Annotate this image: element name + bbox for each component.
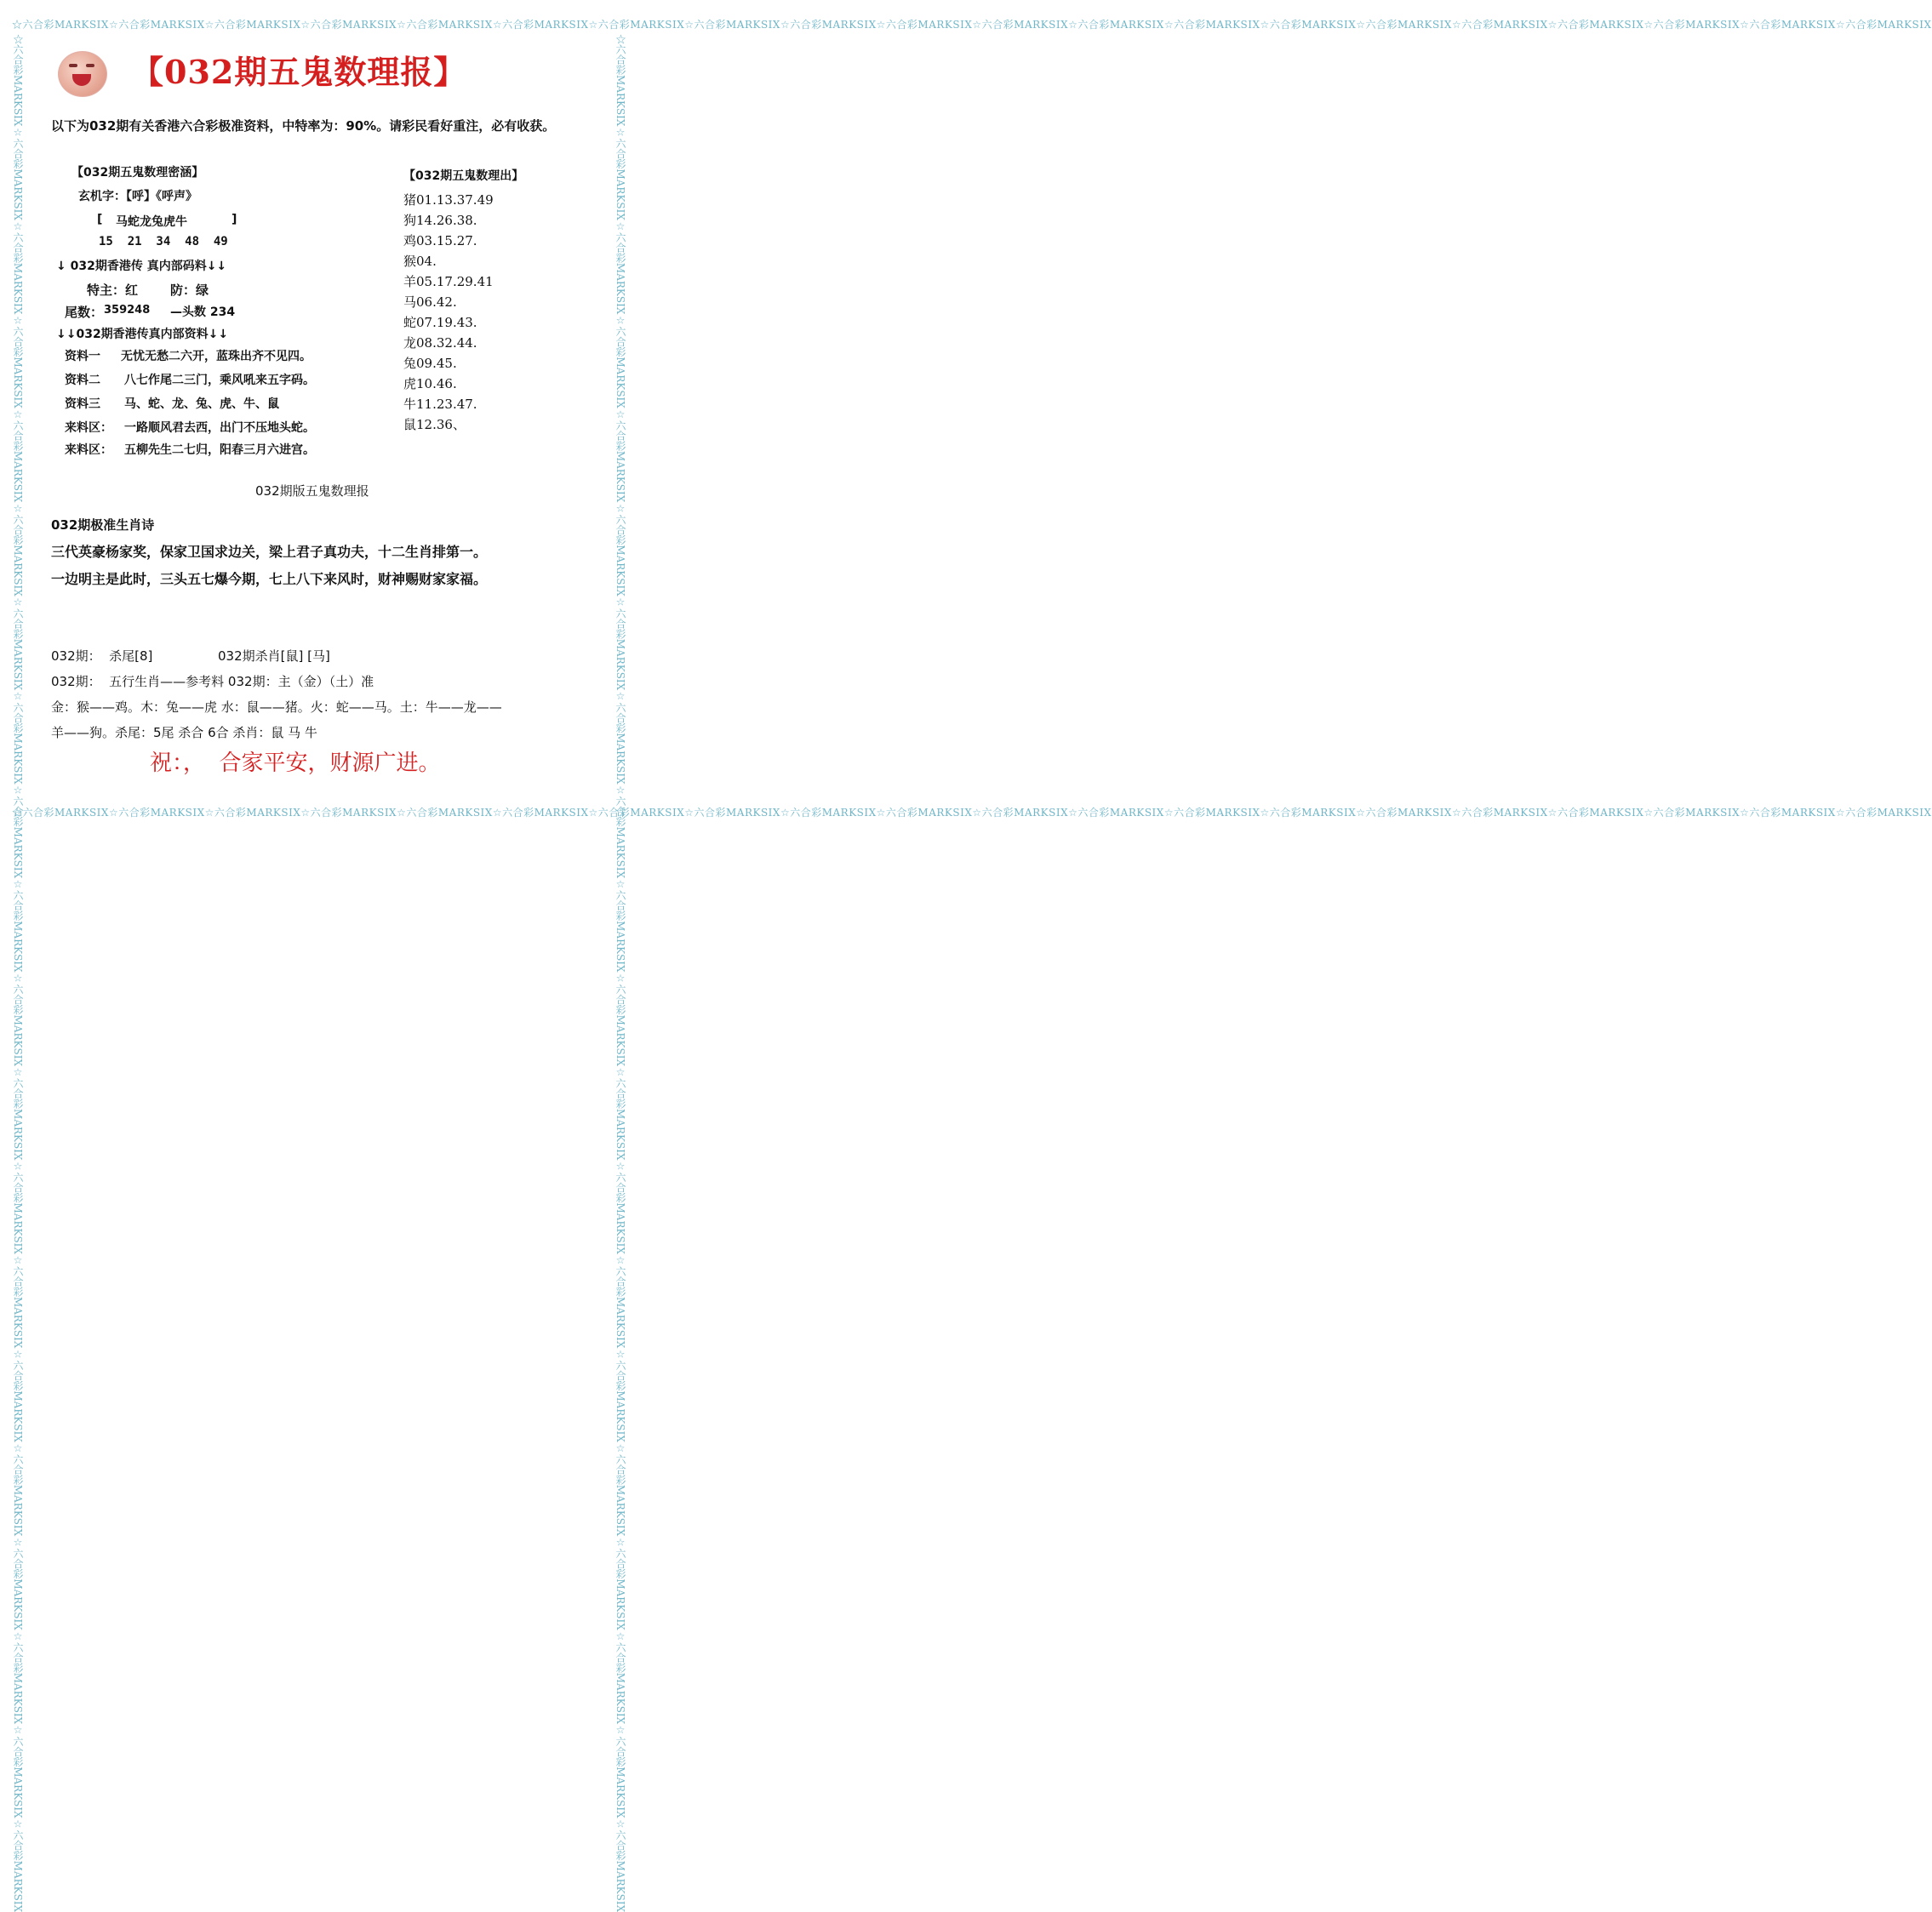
elements-line: 羊——狗。杀尾：5尾 杀合 6合 杀肖：鼠 马 牛 [51,725,317,740]
decorative-border-bottom: ☆六合彩MARKSIX☆六合彩MARKSIX☆六合彩MARKSIX☆六合彩MARKSIX☆六合彩MARKSIX☆六合彩MARKSIX☆六合彩MARKSIX☆六合彩MARKSIX☆六合彩MARKSIX☆六合彩MARKSIX☆六合彩MARKSIX☆六合彩MARKSIX☆六合彩MARKSIX☆六合彩MARKSIX☆六合彩MARKSIX☆六合彩MARKSIX☆六合彩MARKSIX☆六合彩MARKSIX☆六合彩MARKSIX☆六合彩MARKSIX [12,807,1932,819]
decorative-border-right: ☆六合彩MARKSIX☆六合彩MARKSIX☆六合彩MARKSIX☆六合彩MARKSIX☆六合彩MARKSIX☆六合彩MARKSIX☆六合彩MARKSIX☆六合彩MARKSIX☆六合彩MARKSIX☆六合彩MARKSIX☆六合彩MARKSIX☆六合彩MARKSIX☆六合彩MARKSIX☆六合彩MARKSIX☆六合彩MARKSIX☆六合彩MARKSIX☆六合彩MARKSIX☆六合彩MARKSIX☆六合彩MARKSIX☆六合彩MARKSIX [614,34,626,1912]
zodiac-bracket-close: ] [231,213,237,226]
guard-label: 防：绿 [170,283,209,298]
special-label: 特主：红 [87,283,139,298]
data-label: 资料三 [65,397,100,411]
title-text: 032期五鬼数理报 [164,53,434,91]
hk-heading-2: ↓↓032期香港传真内部资料↓↓ [56,328,229,341]
decorative-border-top: ☆六合彩MARKSIX☆六合彩MARKSIX☆六合彩MARKSIX☆六合彩MARKSIX☆六合彩MARKSIX☆六合彩MARKSIX☆六合彩MARKSIX☆六合彩MARKSIX☆六合彩MARKSIX☆六合彩MARKSIX☆六合彩MARKSIX☆六合彩MARKSIX☆六合彩MARKSIX☆六合彩MARKSIX☆六合彩MARKSIX☆六合彩MARKSIX☆六合彩MARKSIX☆六合彩MARKSIX☆六合彩MARKSIX☆六合彩MARKSIX [12,19,1932,31]
five-elements: 032期： 五行生肖——参考料 032期：主（金）（土）准 [51,674,374,689]
kill-zodiac: 032期杀肖[鼠] [马] [218,648,330,664]
page-title [131,46,466,97]
data-label: 资料一 [65,350,100,363]
zodiac-bracket-open: [ [97,213,103,226]
zodiac-number-item: 蛇07.19.43. [403,315,477,330]
data-text: 无忧无愁二六开，蓝珠出齐不见四。 [121,350,312,363]
data-text: 马、蛇、龙、兔、虎、牛、鼠 [124,397,279,411]
zodiac-list: 马蛇龙兔虎牛 [116,215,187,229]
zodiac-number-item: 鸡03.15.27. [403,233,477,248]
hk-heading-1: ↓ 032期香港传 真内部码料↓↓ [56,260,227,273]
data-text: 一路顺风君去西，出门不压地头蛇。 [124,421,315,435]
zodiac-number-item: 猴04. [403,254,437,269]
kill-tail: 032期： 杀尾[8] [51,648,153,664]
elements-line: 金：猴——鸡。木：兔——虎 水：鼠——猪。火：蛇——马。土：牛——龙—— [51,699,502,715]
zodiac-number-item: 龙08.32.44. [403,335,477,351]
zodiac-number-item: 猪01.13.37.49 [403,192,494,208]
center-caption: 032期版五鬼数理报 [255,483,369,499]
intro-paragraph: 以下为032期有关香港六合彩极准资料，中特率为：90%。请彩民看好重注，必有收获。 [51,118,556,134]
tail-value: 359248 [104,304,151,317]
right-heading: 【032期五鬼数理出】 [403,169,524,183]
zodiac-number-item: 狗14.26.38. [403,213,477,228]
head-label: —头数 234 [170,305,236,319]
title-bracket-left: 【 [131,53,165,91]
title-bracket-right: 】 [433,53,467,91]
number-list: 15 21 34 48 49 [99,235,228,248]
secret-heading: 【032期五鬼数理密涵】 [71,166,204,180]
poem-heading: 032期极准生肖诗 [51,517,155,533]
poem-line: 三代英豪杨家奖，保家卫国求边关，梁上君子真功夫，十二生肖排第一。 [51,544,488,560]
cartoon-face-icon [58,51,107,97]
zodiac-number-item: 鼠12.36、 [403,417,466,432]
data-label: 来料区： [65,443,112,457]
tail-label: 尾数： [65,305,104,320]
blessing: 祝：， 合家平安，财源广进。 [150,751,441,776]
zodiac-number-item: 马06.42. [403,294,457,310]
decorative-border-left: ☆六合彩MARKSIX☆六合彩MARKSIX☆六合彩MARKSIX☆六合彩MARKSIX☆六合彩MARKSIX☆六合彩MARKSIX☆六合彩MARKSIX☆六合彩MARKSIX☆六合彩MARKSIX☆六合彩MARKSIX☆六合彩MARKSIX☆六合彩MARKSIX☆六合彩MARKSIX☆六合彩MARKSIX☆六合彩MARKSIX☆六合彩MARKSIX☆六合彩MARKSIX☆六合彩MARKSIX☆六合彩MARKSIX☆六合彩MARKSIX [12,34,24,1912]
poem-line: 一边明主是此时，三头五七爆今期，七上八下来风时，财神赐财家家福。 [51,571,488,587]
data-text: 八七作尾二三门，乘风吼来五字码。 [124,374,315,387]
zodiac-number-item: 羊05.17.29.41 [403,274,494,289]
data-label: 资料二 [65,374,100,387]
mystery-word: 玄机字：【呼】《呼声》 [78,190,197,203]
data-text: 五柳先生二七归，阳春三月六进宫。 [124,443,315,457]
zodiac-number-item: 兔09.45. [403,356,457,371]
zodiac-number-item: 牛11.23.47. [403,397,477,412]
zodiac-number-item: 虎10.46. [403,376,457,391]
data-label: 来料区： [65,421,112,435]
